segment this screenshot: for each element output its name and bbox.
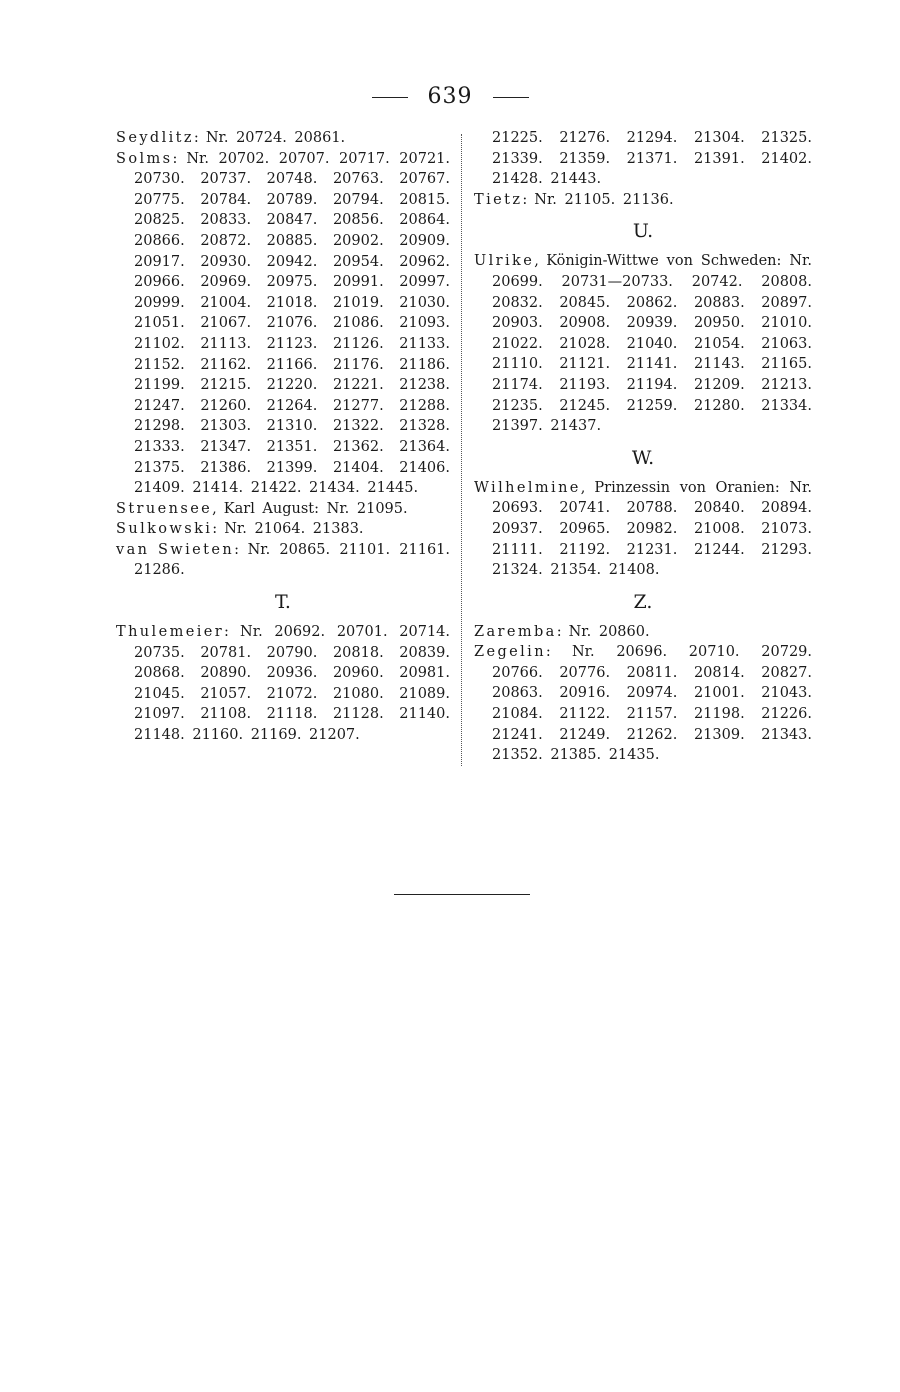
index-entry-zaremba — [474, 622, 812, 643]
section-heading-u: U. — [632, 220, 654, 243]
index-entry-thulemeier — [116, 622, 450, 746]
header-dash-right — [493, 97, 529, 98]
page-number-header — [0, 84, 900, 109]
entry-numbers: Königin-Wittwe von Schweden: Nr. 20699. 20731—20733. 20742. 20808. 20832. 20845. 20862. 20883. 20897. 20903. 20908. 20939. 20950. 21010. 21022. 21028. 21040. 21054. 21063. 21110. 21121. 21141. 21143. 21165. 21174. 21193. 21194. 21209. 21213. 21235. 21245. 21259. 21280. 21334. 21397. 21437. — [492, 253, 813, 435]
entry-name: Sulkowski: — [116, 521, 220, 538]
page-number: 639 — [427, 84, 473, 109]
index-entry-wilhelmine — [474, 478, 812, 581]
left-column — [116, 128, 450, 746]
entry-numbers: Karl August: Nr. 21095. — [223, 500, 408, 517]
entry-numbers: Nr. 20860. — [568, 623, 650, 640]
entry-name: van Swieten: — [116, 541, 242, 558]
section-heading-t: T. — [275, 591, 291, 614]
entry-numbers: Nr. 20702. 20707. 20717. 20721. 20730. 20737. 20748. 20763. 20767. 20775. 20784. 20789. 20794. 20815. 20825. 20833. 20847. 20856. 20864. 20866. 20872. 20885. 20902. 20909. 20917. 20930. 20942. 20954. 20962. 20966. 20969. 20975. 20991. 20997. 20999. 21004. 21018. 21019. 21030. 21051. 21067. 21076. 21086. 21093. 21102. 21113. 21123. 21126. 21133. 21152. 21162. 21166. 21176. 21186. 21199. 21215. 21220. 21221. 21238. 21247. 21260. 21264. 21277. 21288. 21298. 21303. 21310. 21322. 21328. 21333. 21347. 21351. 21362. 21364. 21375. 21386. 21399. 21404. 21406. 21409. 21414. 21422. 21434. 21445. — [134, 150, 451, 497]
index-entry-solms — [116, 149, 450, 499]
index-entry-continuation — [474, 128, 812, 190]
right-column — [474, 128, 812, 766]
entry-numbers: Nr. 20692. 20701. 20714. 20735. 20781. 20790. 20818. 20839. 20868. 20890. 20936. 20960. 20981. 21045. 21057. 21072. 21080. 21089. 21097. 21108. 21118. 21128. 21140. 21148. 21160. 21169. 21207. — [134, 624, 450, 744]
index-entry-zegelin — [474, 642, 812, 766]
header-dash-left — [372, 97, 408, 98]
index-entry-sulkowski — [116, 519, 450, 540]
entry-numbers: Nr. 21064. 21383. — [224, 521, 364, 538]
column-divider — [461, 134, 462, 766]
section-heading-w: W. — [631, 446, 655, 469]
entry-name: Wilhelmine, — [474, 479, 588, 496]
index-entry-struensee — [116, 499, 450, 520]
entry-name: Zegelin: — [474, 644, 554, 661]
section-heading-z: Z. — [633, 590, 653, 613]
index-entry-van-swieten — [116, 540, 450, 581]
entry-numbers: Nr. 20696. 20710. 20729. 20766. 20776. 20811. 20814. 20827. 20863. 20916. 20974. 21001. 21043. 21084. 21122. 21157. 21198. 21226. 21241. 21249. 21262. 21309. 21343. 21352. 21385. 21435. — [492, 644, 812, 764]
entry-name: Tietz: — [474, 191, 530, 208]
index-entry-seydlitz — [116, 128, 450, 149]
entry-name: Thulemeier: — [116, 624, 232, 641]
entry-name: Solms: — [116, 150, 180, 167]
end-rule — [394, 894, 530, 895]
entry-numbers: Nr. 21105. 21136. — [534, 191, 674, 208]
entry-name: Struensee, — [116, 500, 220, 517]
index-entry-tietz — [474, 190, 812, 211]
entry-numbers: 21225. 21276. 21294. 21304. 21325. 21339. 21359. 21371. 21391. 21402. 21428. 21443. — [492, 130, 812, 188]
entry-name: Zaremba: — [474, 623, 564, 640]
entry-numbers: Nr. 20865. 21101. 21161. 21286. — [134, 541, 451, 579]
entry-name: Seydlitz: — [116, 130, 202, 146]
entry-numbers: Nr. 20724. 20861. — [205, 130, 346, 146]
entry-name: Ulrike, — [474, 253, 542, 270]
entry-numbers: Prinzessin von Oranien: Nr. 20693. 20741. 20788. 20840. 20894. 20937. 20965. 20982. 21008. 21073. 21111. 21192. 21231. 21244. 21293. 21324. 21354. 21408. — [492, 479, 812, 579]
index-entry-ulrike — [474, 251, 812, 436]
